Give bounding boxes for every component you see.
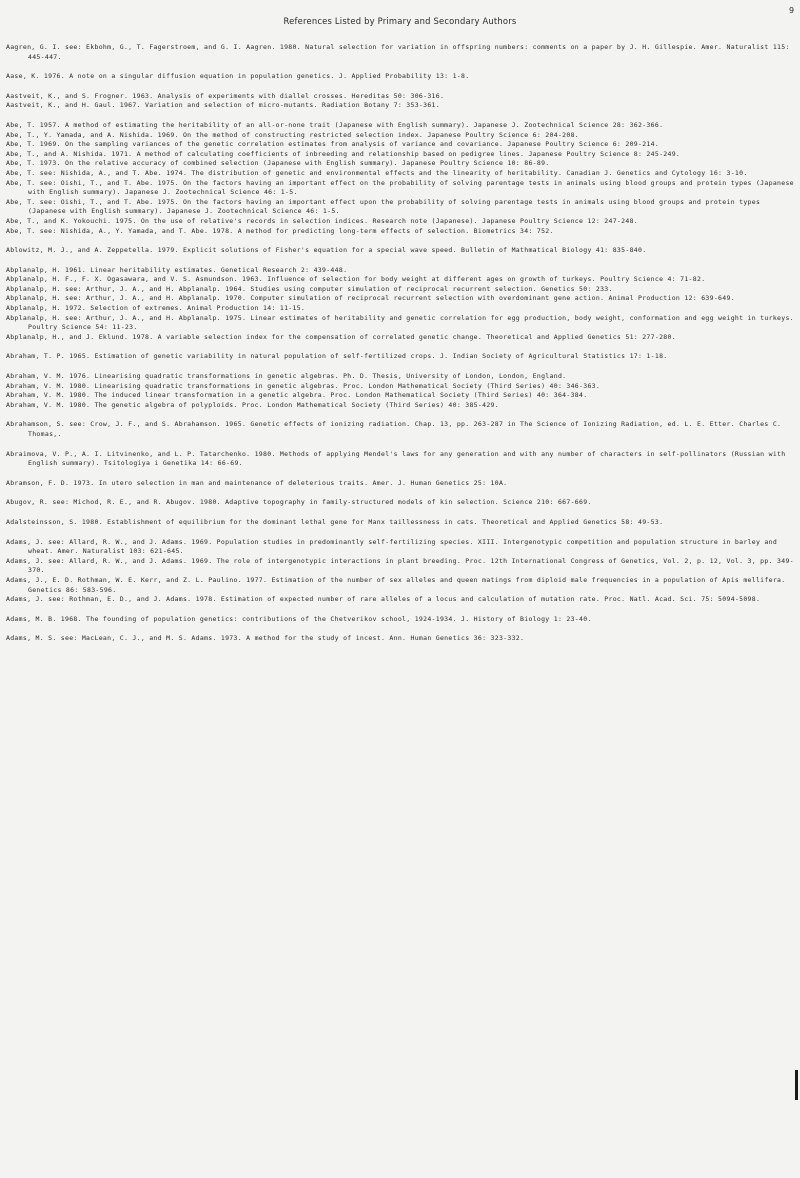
reference-entry: Abplanalp, H. F., F. X. Ogasawara, and V. S. Asmundson. 1963. Influence of selection for body weight at different ages on growth of turkeys. Poultry Science 4: 71-82. (6, 275, 706, 284)
reference-entry: Aastveit, K., and H. Gaul. 1967. Variation and selection of micro-mutants. Radiation Botany 7: 353-361. (6, 101, 440, 110)
reference-entry: Abe, T. see: Oishi, T., and T. Abe. 1975. On the factors having an important effect on the probability of solving parentage tests in animals using blood groups and protein types (Japanese with English summary). Japanese J. Zootechnical Science 46: 1-5. (6, 178, 794, 197)
scan-edge-mark (795, 1070, 798, 1100)
reference-entry: Abe, T., and K. Yokouchi. 1975. On the use of relative's records in selection indices. Research note (Japanese). Japanese Poultry Science 12: 247-248. (6, 216, 638, 225)
reference-entry: Adams, J., E. D. Rothman, W. E. Kerr, and Z. L. Paulino. 1977. Estimation of the number of sex alleles and queen matings from diploid male frequencies in a population of Apis mellifera. Genetics 86: 583-596. (6, 575, 786, 594)
reference-entry: Ablowitz, M. J., and A. Zeppetella. 1979. Explicit solutions of Fisher's equation for a special wave speed. Bulletin of Mathmatical Biology 41: 835-840. (6, 246, 647, 255)
reference-entry: Abraham, V. M. 1980. The genetic algebra of polyploids. Proc. London Mathematical Society (Third Series) 40: 385-429. (6, 400, 499, 409)
reference-entry: Adalsteinsson, S. 1980. Establishment of equilibrium for the dominant lethal gene for Manx taillessness in cats. Theoretical and Applied Genetics 58: 49-53. (6, 517, 664, 526)
reference-entry: Abraham, V. M. 1980. Linearising quadratic transformations in genetic algebras. Proc. London Mathematical Society (Third Series) 40: 346-363. (6, 381, 601, 390)
reference-entry: Abe, T., and A. Nishida. 1971. A method of calculating coefficients of inbreeding and relationship based on pedigree lines. Japanese Poultry Science 8: 245-249. (6, 149, 681, 158)
reference-entry: Abplanalp, H. 1961. Linear heritability estimates. Genetical Research 2: 439-448. (6, 265, 348, 274)
reference-entry: Abplanalp, H., and J. Eklund. 1978. A variable selection index for the compensation of correlated genetic change. Theoretical and Applied Genetics 51: 277-280. (6, 332, 676, 341)
reference-entry: Adams, M. B. 1968. The founding of population genetics: contributions of the Chetverikov school, 1924-1934. J. History of Biology 1: 23-40. (6, 614, 592, 623)
reference-entry: Abraimova, V. P., A. I. Litvinenko, and L. P. Tatarchenko. 1980. Methods of applying Mendel's laws for any generation and with any number of characters in self-pollinators (Russian with English summary). Tsitologiya i Genetika 14: 66-69. (6, 449, 786, 468)
reference-entry: Abramson, F. D. 1973. In utero selection in man and maintenance of deleterious traits. Amer. J. Human Genetics 25: 10A. (6, 478, 508, 487)
reference-entry: Abplanalp, H. 1972. Selection of extremes. Animal Production 14: 11-15. (6, 304, 306, 313)
reference-entry: Adams, M. S. see: MacLean, C. J., and M. S. Adams. 1973. A method for the study of incest. Ann. Human Genetics 36: 323-332. (6, 634, 525, 643)
reference-entry: Aagren, G. I. see: Ekbohm, G., T. Fagerstroem, and G. I. Aagren. 1980. Natural selection for variation in offspring numbers: comments on a paper by J. H. Gillespie. Amer. Naturalist 115: 445-447. (6, 43, 790, 61)
reference-entry: Abe, T. see: Nishida, A., Y. Yamada, and T. Abe. 1978. A method for predicting long-term effects of selection. Biometrics 34: 752. (6, 226, 554, 235)
reference-entry: Abe, T. 1969. On the sampling variances of the genetic correlation estimates from analysis of variance and covariance. Japanese Poultry Science 6: 209-214. (6, 140, 660, 149)
reference-entry: Abugov, R. see: Michod, R. E., and R. Abugov. 1980. Adaptive topography in family-structured models of kin selection. Science 210: 667-669. (6, 498, 592, 507)
reference-entry: Abe, T. 1957. A method of estimating the heritability of an all-or-none trait (Japanese with English summary). Japanese J. Zootechnical Science 28: 362-366. (6, 120, 664, 129)
reference-entry: Adams, J. see: Allard, R. W., and J. Adams. 1969. Population studies in predominantly self-fertilizing species. XIII. Intergenotypic competition and population structure in barley and wheat. Amer. Naturalist 103: 621-645. (6, 537, 778, 556)
reference-entry: Abplanalp, H. see: Arthur, J. A., and H. Abplanalp. 1964. Studies using computer simulation of reciprocal recurrent selection. Genetics 50: 233. (6, 284, 613, 293)
reference-entry: Aastveit, K., and S. Frogner. 1963. Analysis of experiments with diallel crosses. Hereditas 50: 306-316. (6, 91, 445, 100)
reference-entry: Abrahamson, S. see: Crow, J. F., and S. Abrahamson. 1965. Genetic effects of ionizing radiation. Chap. 13, pp. 263-287 in The Science of Ionizing Radiation, ed. L. E. Etter. Charles C. Thomas,. (6, 420, 782, 438)
reference-entry: Abraham, T. P. 1965. Estimation of genetic variability in natural population of self-fertilized crops. J. Indian Society of Agricultural Statistics 17: 1-18. (6, 352, 668, 361)
page-header: References Listed by Primary and Secondary Authors (283, 16, 517, 26)
reference-entry: Abe, T. see: Oishi, T., and T. Abe. 1975. On the factors having an important effect upon the probability of solving parentage tests in animals using blood groups and protein types (Japanese with English summary). Japanese J. Zootechnical Science 46: 1-5. (6, 197, 761, 216)
reference-entry: Abraham, V. M. 1976. Linearising quadratic transformations in genetic algebras. Ph. D. Thesis, University of London, London, England. (6, 372, 567, 381)
page-number: 9 (789, 6, 795, 15)
reference-entry: Adams, J. see: Rothman, E. D., and J. Adams. 1978. Estimation of expected number of rare alleles of a locus and calculation of mutation rate. Proc. Natl. Acad. Sci. 75: 5094-5098. (6, 595, 761, 604)
reference-entry: Abe, T., Y. Yamada, and A. Nishida. 1969. On the method of constructing restricted selection index. Japanese Poultry Science 6: 204-208. (6, 130, 580, 139)
reference-entry: Adams, J. see: Allard, R. W., and J. Adams. 1969. The role of intergenotypic interactions in plant breeding. Proc. 12th International Congress of Genetics, Vol. 2, p. 12, Vol. 3, pp. 349-370. (6, 556, 794, 575)
reference-entry: Abplanalp, H. see: Arthur, J. A., and H. Abplanalp. 1975. Linear estimates of heritability and genetic correlation for egg production, body weight, conformation and egg weight in turkeys. Poultry Science 54: 11-23. (6, 313, 794, 332)
reference-entry: Abraham, V. M. 1980. The induced linear transformation in a genetic algebra. Proc. London Mathematical Society (Third Series) 40: 364-384. (6, 391, 588, 400)
reference-entry: Abe, T. 1973. On the relative accuracy of combined selection (Japanese with English summary). Japanese Poultry Science 10: 86-89. (6, 159, 550, 168)
reference-entry: Abplanalp, H. see: Arthur, J. A., and H. Abplanalp. 1970. Computer simulation of reciprocal recurrent selection with overdominant gene action. Animal Production 12: 639-649. (6, 294, 735, 303)
reference-entry: Abe, T. see: Nishida, A., and T. Abe. 1974. The distribution of genetic and environmental effects and the linearity of heritability. Canadian J. Genetics and Cytology 16: 3-10. (6, 168, 748, 177)
reference-list (6, 43, 796, 644)
reference-entry: Aase, K. 1976. A note on a singular diffusion equation in population genetics. J. Applied Probability 13: 1-8. (6, 72, 470, 81)
